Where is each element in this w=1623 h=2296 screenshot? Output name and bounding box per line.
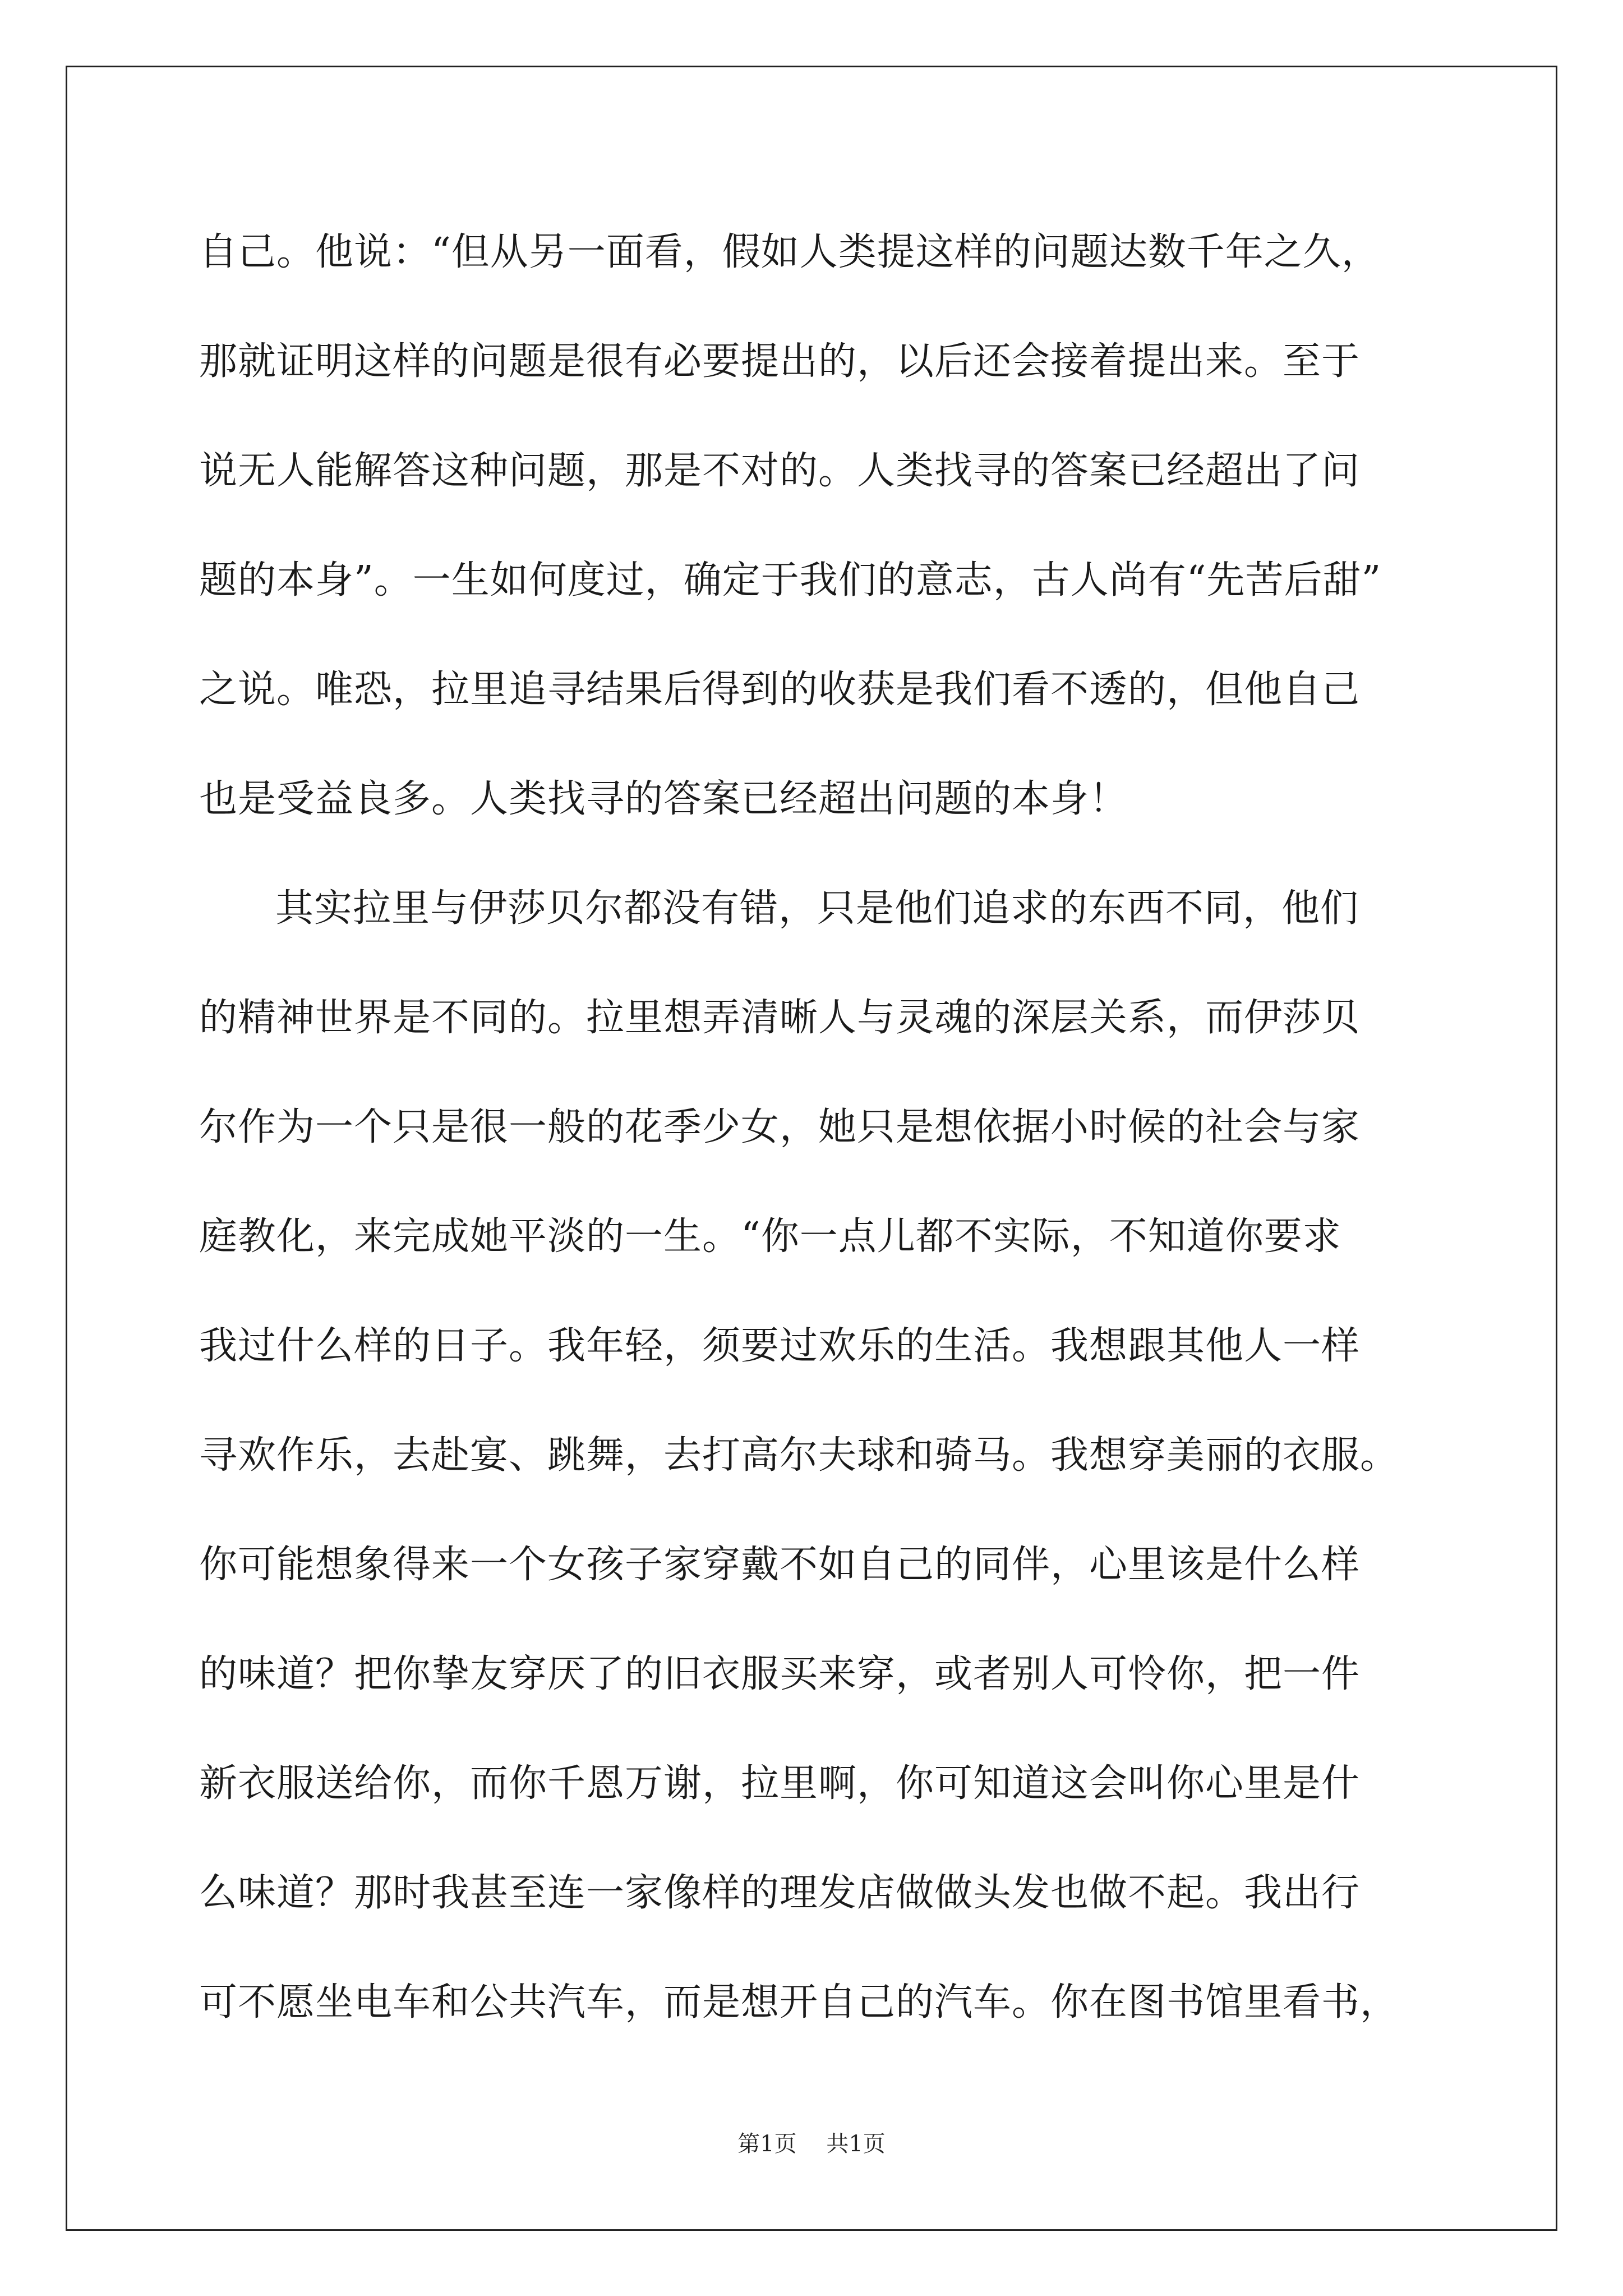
text-line: 尔作为一个只是很一般的花季少女，她只是想依据小时候的社会与家 — [199, 1105, 1361, 1149]
text-line: 那就证明这样的问题是很有必要提出的，以后还会接着提出来。至于 — [199, 339, 1361, 384]
page-number-current: 第1页 — [737, 2131, 797, 2157]
text-line: 可不愿坐电车和公共汽车，而是想开自己的汽车。你在图书馆里看书， — [199, 1980, 1399, 2024]
text-line: 的精神世界是不同的。拉里想弄清晰人与灵魂的深层关系，而伊莎贝 — [199, 996, 1361, 1040]
text-line: 庭教化，来完成她平淡的一生。“你一点儿都不实际，不知道你要求 — [199, 1214, 1341, 1259]
text-line: 的味道？把你挚友穿厌了的旧衣服买来穿，或者别人可怜你，把一件 — [199, 1652, 1361, 1696]
paragraph-start-line: 其实拉里与伊莎贝尔都没有错，只是他们追求的东西不同，他们 — [275, 886, 1359, 931]
page-number-total: 共1页 — [826, 2131, 886, 2157]
page-footer — [0, 2126, 1623, 2158]
text-line: 新衣服送给你，而你千恩万谢，拉里啊，你可知道这会叫你心里是什 — [199, 1761, 1361, 1806]
text-line: 也是受益良多。人类找寻的答案已经超出问题的本身！ — [199, 777, 1128, 821]
text-line: 么味道？那时我甚至连一家像样的理发店做做头发也做不起。我出行 — [199, 1871, 1361, 1915]
document-body — [199, 197, 1433, 2057]
text-line: 自己。他说：“但从另一面看，假如人类提这样的问题达数千年之久， — [199, 230, 1380, 274]
text-line: 题的本身”。一生如何度过，确定于我们的意志，古人尚有“先苦后甜” — [199, 558, 1382, 602]
text-line: 之说。唯恐，拉里追寻结果后得到的收获是我们看不透的，但他自己 — [199, 668, 1361, 712]
text-line: 我过什么样的日子。我年轻，须要过欢乐的生活。我想跟其他人一样 — [199, 1324, 1361, 1368]
text-line: 你可能想象得来一个女孩子家穿戴不如自己的同伴，心里该是什么样 — [199, 1543, 1361, 1587]
text-line: 寻欢作乐，去赴宴、跳舞，去打高尔夫球和骑马。我想穿美丽的衣服。 — [199, 1433, 1399, 1478]
text-line: 说无人能解答这种问题，那是不对的。人类找寻的答案已经超出了问 — [199, 449, 1361, 493]
